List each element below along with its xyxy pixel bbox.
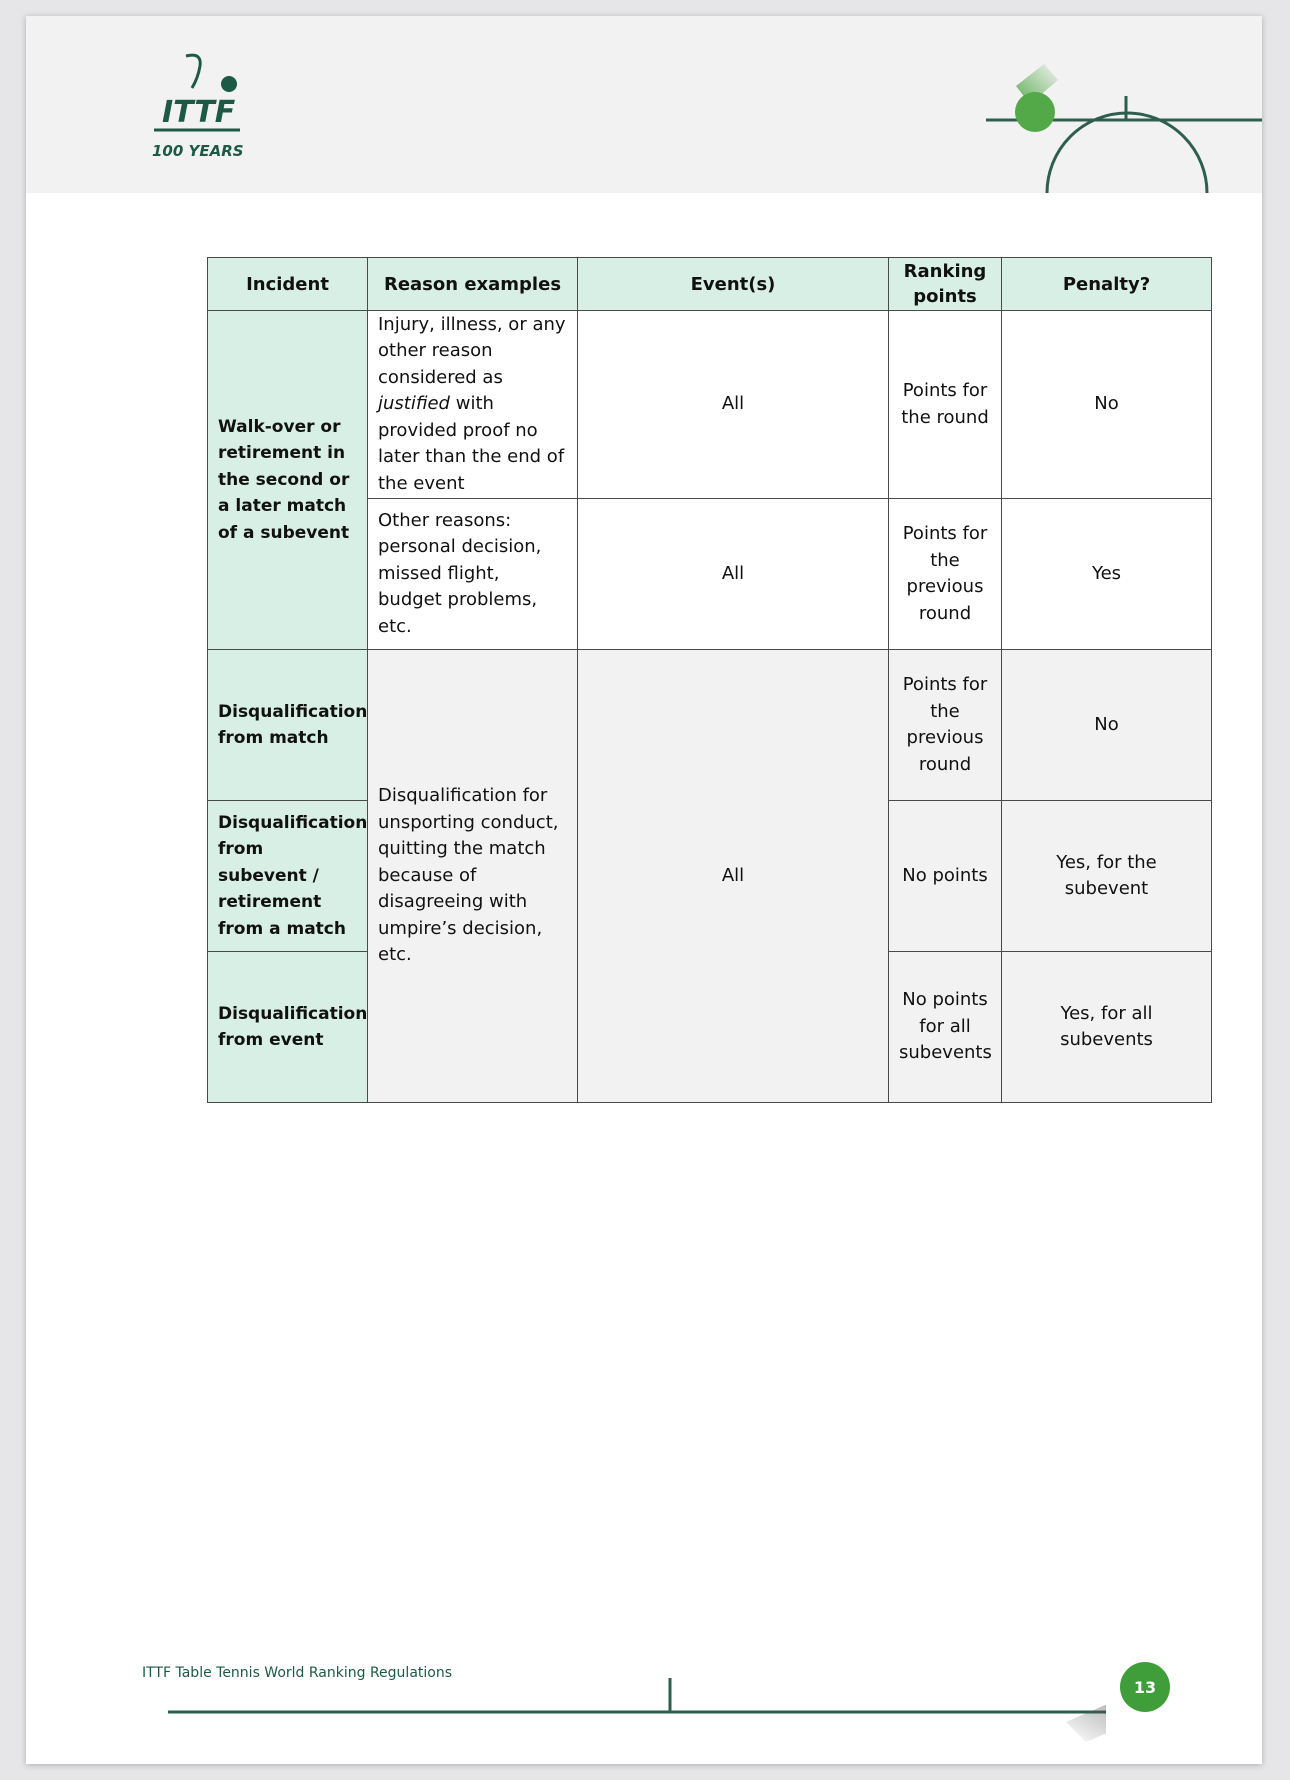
- header-incident: Incident: [208, 258, 368, 311]
- header-events: Event(s): [578, 258, 889, 311]
- ranking-points-cell: Points for the round: [889, 311, 1002, 499]
- ranking-points-cell: No points: [889, 801, 1002, 952]
- penalty-cell: No: [1002, 650, 1212, 801]
- penalty-cell: Yes: [1002, 499, 1212, 650]
- ittf-logo: [140, 44, 250, 164]
- reason-text: with provided proof no later than the end of the event: [378, 393, 565, 494]
- penalty-cell: Yes, for all subevents: [1002, 952, 1212, 1103]
- footer-document-title: ITTF Table Tennis World Ranking Regulations: [142, 1665, 453, 1681]
- incident-walkover: Walk-over or retirement in the second or a later match of a subevent: [208, 311, 368, 650]
- reason-other: Other reasons: personal decision, missed flight, budget problems, etc.: [368, 499, 578, 650]
- header-penalty: Penalty?: [1002, 258, 1212, 311]
- page-header: [26, 16, 1262, 193]
- ranking-points-cell: Points for the previous round: [889, 650, 1002, 801]
- reason-justified: [368, 311, 578, 499]
- ranking-points-cell: No points for all subevents: [889, 952, 1002, 1103]
- ball-icon: [1015, 92, 1055, 132]
- penalty-cell: No: [1002, 311, 1212, 499]
- reason-italic-text: justified: [378, 393, 450, 415]
- header-reason-examples: Reason examples: [368, 258, 578, 311]
- reason-disqualification: Disqualification for unsporting conduct, quitting the match because of disagreeing with umpire’s decision, etc.: [368, 650, 578, 1103]
- events-cell: All: [578, 311, 889, 499]
- table-row: [208, 311, 1212, 499]
- penalty-cell: Yes, for the subevent: [1002, 801, 1212, 952]
- ranking-points-cell: Points for the previous round: [889, 499, 1002, 650]
- logo-mark: ITTF: [162, 95, 236, 130]
- table-row: [208, 650, 1212, 801]
- incident-dq-subevent: Disqualification from subevent / retirement from a match: [208, 801, 368, 952]
- header-decoration-graphic: [926, 46, 1262, 193]
- header-ranking-points: Ranking points: [889, 258, 1002, 311]
- ranking-penalty-table: [207, 257, 1212, 1103]
- incident-dq-match: Disqualification from match: [208, 650, 368, 801]
- incident-dq-event: Disqualification from event: [208, 952, 368, 1103]
- document-page: [26, 16, 1262, 1764]
- events-cell: All: [578, 650, 889, 1103]
- events-cell: All: [578, 499, 889, 650]
- logo-subtitle: 100 YEARS: [152, 142, 244, 160]
- table-header-row: [208, 258, 1212, 311]
- reason-text: Injury, illness, or any other reason considered as: [378, 313, 566, 388]
- page-number-badge: 13: [1120, 1662, 1170, 1712]
